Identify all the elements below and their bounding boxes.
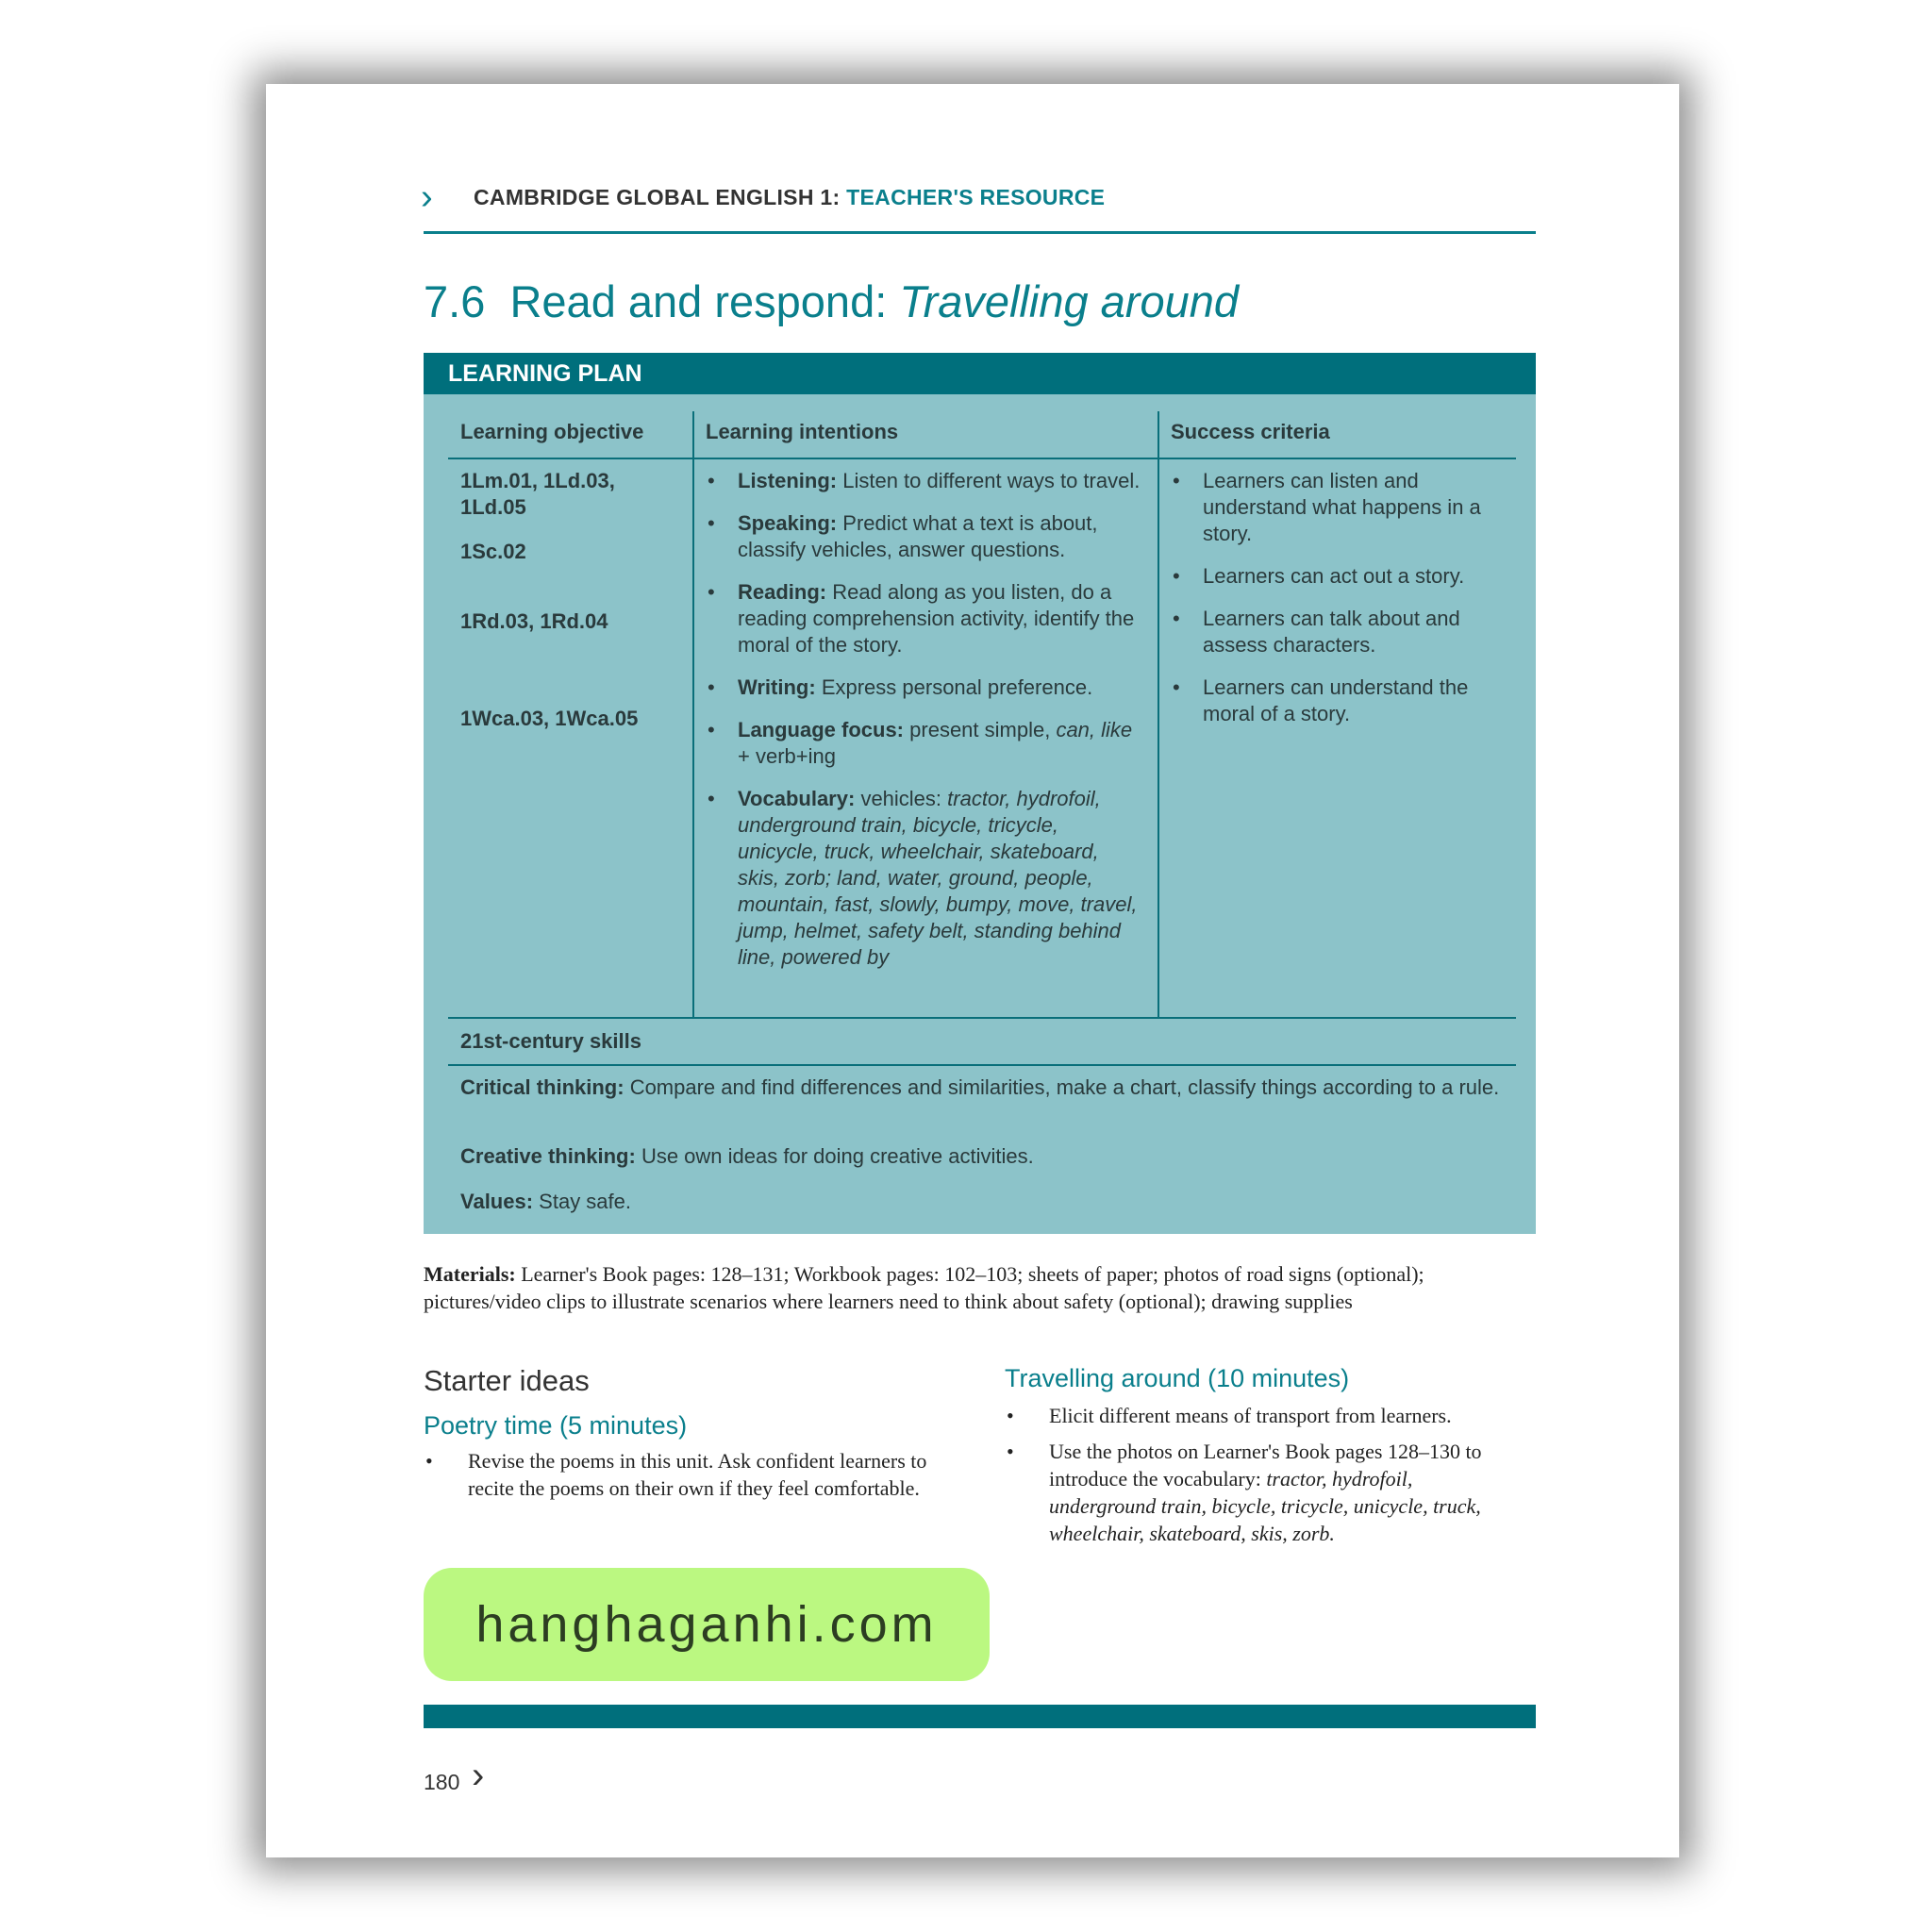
intention-item: • Vocabulary: vehicles: tractor, hydrofoil, underground train, bicycle, tricycle, unicycle, truck, wheelchair, skateboard, skis, zorb; land, water, ground, people, mountain, fast, slowly, bumpy, move, travel, jump, helmet, safety belt, standing behind line, powered by — [706, 786, 1144, 971]
intention-item: • Reading: Read along as you listen, do a reading comprehension activity, identify the moral of the story. — [706, 579, 1144, 658]
intention-item: • Writing: Express personal preference. — [706, 675, 1144, 701]
intention-item: • Listening: Listen to different ways to travel. — [706, 468, 1144, 494]
skills-heading: 21st-century skills — [460, 1029, 641, 1053]
series-title: CAMBRIDGE GLOBAL ENGLISH 1: — [474, 185, 841, 209]
col-header-criteria: Success criteria — [1171, 420, 1330, 443]
objective: 1Sc.02 — [460, 540, 526, 563]
objective: 1Wca.03, 1Wca.05 — [460, 707, 639, 730]
chevron-right-icon: › — [472, 1755, 485, 1796]
col-header-objective: Learning objective — [460, 420, 644, 443]
criteria-item: • Learners can talk about and assess characters. — [1171, 606, 1501, 658]
running-header — [474, 185, 1105, 210]
intention-item: • Language focus: present simple, can, like + verb+ing — [706, 717, 1144, 770]
learning-plan-bar: LEARNING PLAN — [424, 353, 1536, 394]
table-rule — [448, 1017, 1516, 1019]
materials: Materials: Learner's Book pages: 128–131; Workbook pages: 102–103; sheets of paper; photos of road signs (optional); pictures/video clips to illustrate scenarios where learners need to think about safety (optional); drawing supplies — [424, 1262, 1424, 1313]
criteria-item: • Learners can act out a story. — [1171, 563, 1501, 590]
header-rule — [448, 458, 1516, 459]
watermark: hanghaganhi.com — [424, 1568, 990, 1681]
criteria-list — [1171, 468, 1501, 743]
page-title: 7.6 Read and respond: Travelling around — [424, 276, 1240, 326]
intention-item: • Speaking: Predict what a text is about, classify vehicles, answer questions. — [706, 510, 1144, 563]
poetry-heading: Poetry time (5 minutes) — [424, 1411, 688, 1440]
intentions-list — [706, 468, 1144, 971]
header-rule — [424, 231, 1536, 234]
skill-creative: Creative thinking: Use own ideas for doing creative activities. — [460, 1144, 1034, 1168]
chevron-right-icon: › — [421, 177, 433, 217]
skill-values: Values: Stay safe. — [460, 1190, 632, 1213]
objective: 1Lm.01, 1Ld.03, 1Ld.05 — [460, 469, 615, 519]
travelling-item: • Elicit different means of transport from learners. — [1005, 1402, 1519, 1429]
travelling-list — [1005, 1402, 1519, 1563]
travelling-item: • Use the photos on Learner's Book pages 128–130 to introduce the vocabulary: tractor, hydrofoil, underground train, bicycle, tricycle, unicycle, truck, wheelchair, skateboard, skis, zorb. — [1005, 1438, 1519, 1547]
footer-bar — [424, 1705, 1536, 1728]
column-divider — [692, 411, 694, 1018]
skill-critical: Critical thinking: Compare and find differences and similarities, make a chart, classify things according to a rule. — [460, 1075, 1500, 1099]
starter-heading: Starter ideas — [424, 1364, 590, 1397]
objective: 1Rd.03, 1Rd.04 — [460, 609, 608, 633]
travelling-heading: Travelling around (10 minutes) — [1005, 1364, 1350, 1392]
page-number: 180 — [424, 1770, 460, 1794]
col-header-intentions: Learning intentions — [706, 420, 899, 443]
poetry-item: • Revise the poems in this unit. Ask confident learners to recite the poems on their own if they feel comfortable. — [424, 1447, 961, 1502]
criteria-item: • Learners can listen and understand what happens in a story. — [1171, 468, 1501, 547]
poetry-list — [424, 1447, 961, 1518]
column-divider — [1158, 411, 1159, 1018]
resource-title: TEACHER'S RESOURCE — [846, 185, 1106, 209]
skills-rule — [448, 1064, 1516, 1066]
criteria-item: • Learners can understand the moral of a story. — [1171, 675, 1501, 727]
